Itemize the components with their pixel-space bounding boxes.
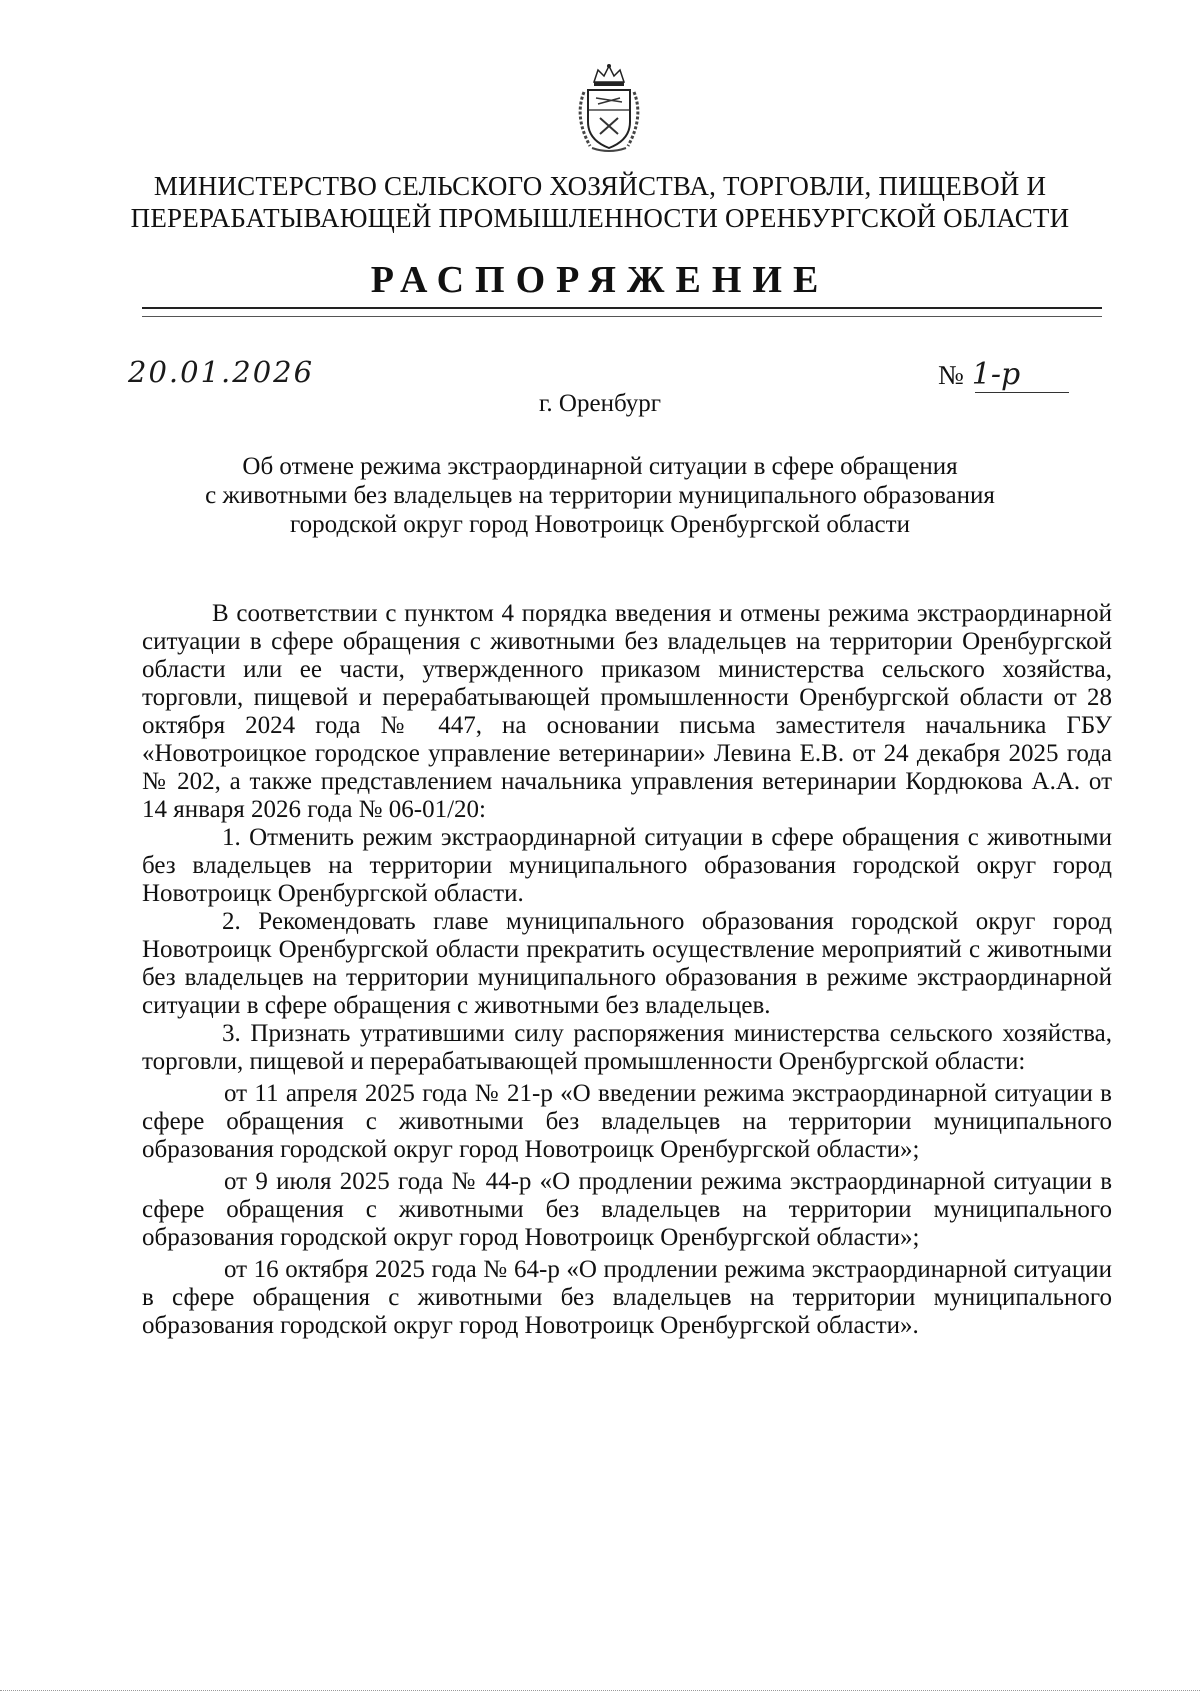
header-rule-thick [142, 307, 1102, 309]
number-label: № [938, 360, 964, 390]
repealed-order-3: от 16 октября 2025 года № 64-р «О продлении режима экстраординарной ситуации в сфере обращения с животными без владельцев на территории муниципального образования городской округ город Новотроицк Оренбургской области». [142, 1256, 1112, 1339]
coat-of-arms-icon [570, 62, 648, 154]
document-number [938, 357, 1020, 392]
preamble-paragraph: В соответствии с пунктом 4 порядка введения и отмены режима экстраординарной ситуации в сфере обращения с животными без владельцев на территории Оренбургской области или ее части, утвержденного приказом министерства сельского хозяйства, торговли, пищевой и перерабатывающей промышленности Оренбургской области от 28 октября 2024 года № 447, на основании письма заместителя начальника ГБУ «Новотроицкое городское управление ветеринарии» Левина Е.В. от 24 декабря 2025 года № 202, а также представлением начальника управления ветеринарии Кордюкова А.А. от 14 января 2026 года № 06-01/20: [142, 600, 1112, 823]
city: г. Оренбург [539, 390, 661, 417]
repealed-order-2: от 9 июля 2025 года № 44-р «О продлении режима экстраординарной ситуации в сфере обращения с животными без владельцев на территории муниципального образования городской округ город Новотроицк Оренбургской области»; [142, 1168, 1112, 1251]
subject-line-1: Об отмене режима экстраординарной ситуации в сфере обращения [242, 453, 958, 480]
item-1-paragraph: 1. Отменить режим экстраординарной ситуации в сфере обращения с животными без владельцев на территории муниципального образования городской округ город Новотроицк Оренбургской области. [142, 824, 1112, 907]
subject-line-2: с животными без владельцев на территории муниципального образования [205, 482, 995, 509]
ministry-line-2: ПЕРЕРАБАТЫВАЮЩЕЙ ПРОМЫШЛЕННОСТИ ОРЕНБУРГСКОЙ ОБЛАСТИ [130, 203, 1070, 233]
document-subject [140, 452, 1060, 539]
handwritten-number: 1-р [971, 357, 1021, 392]
ministry-line-1: МИНИСТЕРСТВО СЕЛЬСКОГО ХОЗЯЙСТВА, ТОРГОВЛИ, ПИЩЕВОЙ И [153, 171, 1047, 201]
repealed-order-1: от 11 апреля 2025 года № 21-р «О введении режима экстраординарной ситуации в сфере обращения с животными без владельцев на территории муниципального образования городской округ город Новотроицк Оренбургской области»; [142, 1080, 1112, 1163]
header-rule-thin [142, 316, 1102, 317]
scan-edge [0, 1690, 1200, 1692]
handwritten-date: 20.01.2026 [128, 355, 315, 389]
document-type-title: РАСПОРЯЖЕНИЕ [370, 259, 830, 301]
item-2-paragraph: 2. Рекомендовать главе муниципального образования городской округ город Новотроицк Оренбургской области прекратить осуществление мероприятий с животными без владельцев на территории муниципального образования в режиме экстраординарной ситуации в сфере обращения с животными без владельцев. [142, 908, 1112, 1019]
document-body [142, 600, 1112, 1340]
ministry-name [100, 170, 1100, 234]
subject-line-3: городской округ город Новотроицк Оренбургской области [290, 511, 910, 538]
item-3-paragraph: 3. Признать утратившими силу распоряжения министерства сельского хозяйства, торговли, пищевой и перерабатывающей промышленности Оренбургской области: [142, 1020, 1112, 1075]
